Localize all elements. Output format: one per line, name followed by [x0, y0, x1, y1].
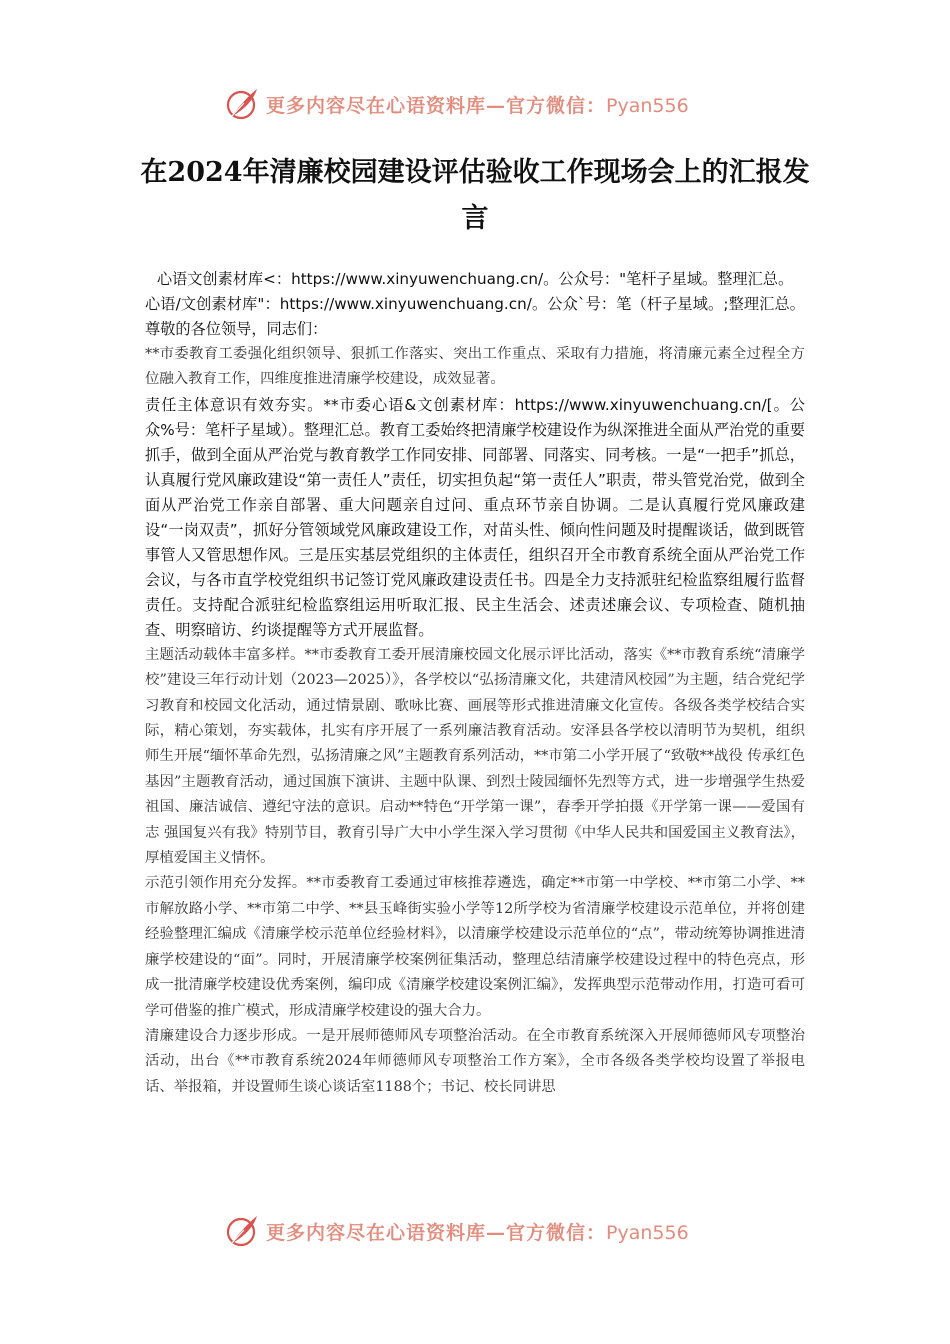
footer-banner [224, 1211, 744, 1251]
source-note-paragraph: 心语文创素材库<：https://www.xinyuwenchuang.cn/。公众号："笔杆子星域。整理汇总。 [156, 270, 794, 288]
banner-text: 更多内容尽在心语资料库—官方微信：Pyan556 [266, 94, 689, 117]
demonstration-paragraph: 示范引领作用充分发挥。**市委教育工委通过审核推荐遴选，确定**市第一中学校、**市第二小学、**市解放路小学、**市第二中学、**县玉峰街实验小学等12所学校为省清廉学校建设示范单位，并将创建经验整理汇编成《清廉学校示范单位经验材料》，以清廉学校建设示范单位的“点”，带动统筹协调推进清廉学校建设的“面”。同时，开展清廉学校案例征集活动，整理总结清廉学校建设过程中的特色亮点，形成一批清廉学校建设优秀案例，编印成《清廉学校建设案例汇编》，发挥典型示范带动作用，打造可看可学可借鉴的推广模式，形成清廉学校建设的强大合力。 [145, 875, 805, 1019]
header-banner [224, 84, 744, 124]
document-body [145, 267, 805, 1100]
responsibility-paragraph: 责任主体意识有效夯实。**市委心语&文创素材库：https://www.xinyuwenchuang.cn/[。公众%号：笔杆子星域）。整理汇总。教育工委始终把清廉学校建设作为纵深推进全面从严治党的重要抓手，做到全面从严治党与教育教学工作同安排、同部署、同落实、同考核。一是“一把手”抓总，认真履行党风廉政建设“第一责任人”责任，切实担负起“第一责任人”职责，带头管党治党，做到全面从严治党工作亲自部署、重大问题亲自过问、重点环节亲自协调。二是认真履行党风廉政建设“一岗双责”，抓好分管领域党风廉政建设工作，对苗头性、倾向性问题及时提醒谈话，做到既管事管人又管思想作风。三是压实基层党组织的主体责任，组织召开全市教育系统全面从严治党工作会议，与各市直学校党组织书记签订党风廉政建设责任书。四是全力支持派驻纪检监察组履行监督责任。支持配合派驻纪检监察组运用听取汇报、民主生活会、述责述廉会议、专项检查、随机抽查、明察暗访、约谈提醒等方式开展监督。 [145, 395, 805, 639]
activities-paragraph: 主题活动载体丰富多样。**市委教育工委开展清廉校园文化展示评比活动，落实《**市教育系统“清廉学校”建设三年行动计划（2023—2025）》，各学校以“弘扬清廉文化，共建清风校园”为主题，结合党纪学习教育和校园文化活动，通过情景剧、歌咏比赛、画展等形式推进清廉文化宣传。各级各类学校结合实际，精心策划，夯实载体，扎实有序开展了一系列廉洁教育活动。安泽县各学校以清明节为契机，组织师生开展“缅怀革命先烈，弘扬清廉之风”主题教育系列活动，**市第二小学开展了“致敬**战役 传承红色基因”主题教育活动，通过国旗下演讲、主题中队课、到烈士陵园缅怀先烈等方式，进一步增强学生热爱祖国、廉洁诚信、遵纪守法的意识。启动**特色“开学第一课”，春季开学拍摄《开学第一课——爱国有志 强国复兴有我》特别节目，教育引导广大中小学生深入学习贯彻《中华人民共和国爱国主义教育法》，厚植爱国主义情怀。 [145, 646, 805, 867]
intro-paragraph: **市委教育工委强化组织领导、狠抓工作落实、突出工作重点、采取有力措施，将清廉元素全过程全方位融入教育工作，四维度推进清廉学校建设，成效显著。 [145, 346, 805, 388]
quill-pen-icon [224, 86, 260, 122]
quill-pen-icon [224, 1213, 260, 1249]
document-title: 在2024年清廉校园建设评估验收工作现场会上的汇报发言 [140, 157, 810, 234]
banner-account: Pyan556 [606, 94, 689, 117]
banner-account: Pyan556 [606, 1221, 689, 1244]
synergy-paragraph: 清廉建设合力逐步形成。一是开展师德师风专项整治活动。在全市教育系统深入开展师德师风专项整治活动，出台《**市教育系统2024年师德师风专项整治工作方案》，全市各级各类学校均设置了举报电话、举报箱，并设置师生谈心谈话室1188个；书记、校长同讲思 [145, 1027, 805, 1095]
banner-text: 更多内容尽在心语资料库—官方微信：Pyan556 [266, 1221, 689, 1244]
greeting-paragraph: 心语/文创素材库"：https://www.xinyuwenchuang.cn/。公众`号：笔（杆子星域。;整理汇总。尊敬的各位领导，同志们： [145, 295, 805, 338]
